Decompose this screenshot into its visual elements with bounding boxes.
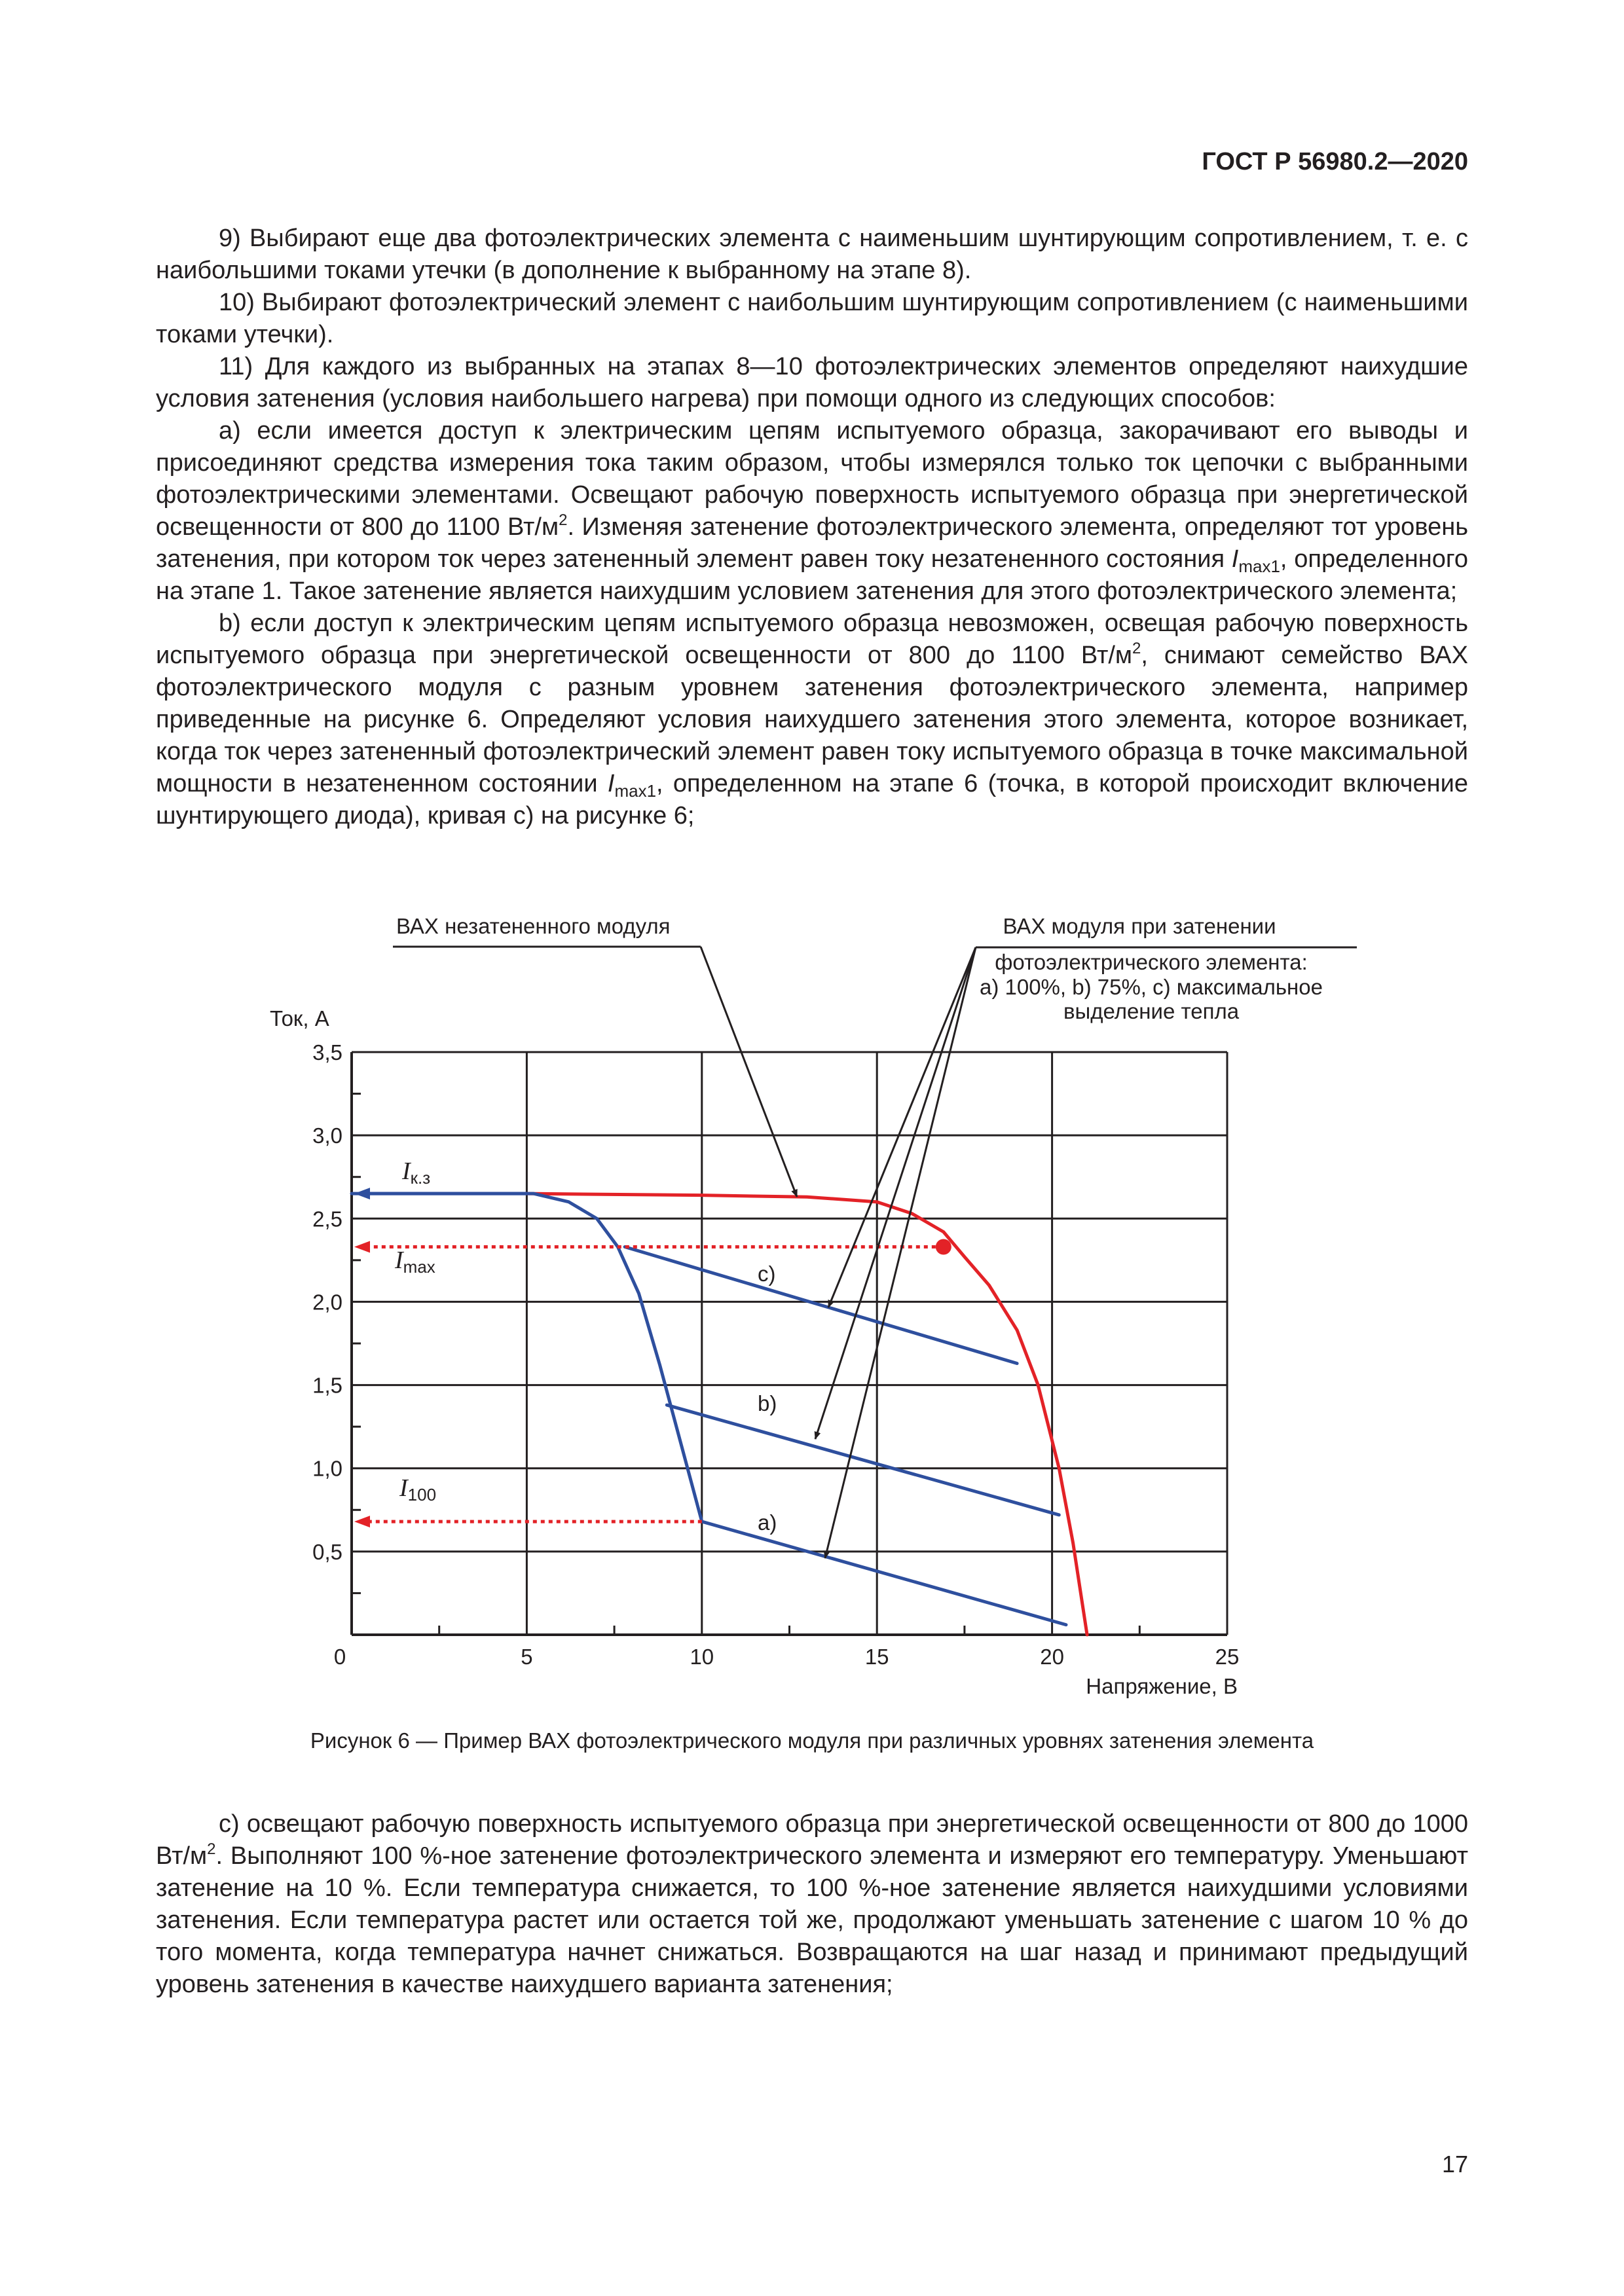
x-tick-label: 10 [690,1645,714,1669]
paragraph-a [156,415,1468,608]
label-imax [394,1247,435,1277]
iv-chart [0,897,1624,1728]
y-tick-label: 2,5 [312,1207,342,1231]
label-imax-main: I [395,1247,403,1274]
paragraph-10: 10) Выбирают фотоэлектрический элемент с наибольшим шунтирующим сопротивлением (с наименьшими токами утечки). [156,289,1468,348]
y-tick-label: 1,5 [312,1373,342,1398]
annotation-unshaded-leader [701,947,797,1197]
paragraph-11: 11) Для каждого из выбранных на этапах 8—10 фотоэлектрических элементов определяют наихудшие условия затенения (условия наибольшего нагрева) при помощи одного из следующих способов: [156,353,1468,412]
x-tick-label: 20 [1040,1645,1064,1669]
paragraph-9: 9) Выбирают еще два фотоэлектрических элемента с наименьшим шунтирующим сопротивлением, т. е. с наибольшими токами утечки (в дополнение к выбранному на этапе 8). [156,225,1468,284]
y-tick-label: 3,0 [312,1123,342,1148]
chart-series [352,1194,1087,1635]
curve-label-c: c) [758,1262,776,1286]
annotation-shaded-line3: a) 100%, b) 75%, c) максимальное [979,975,1323,999]
y-tick-label: 2,0 [312,1290,342,1315]
label-isc [401,1157,430,1188]
curve-label-a: a) [758,1510,777,1535]
y-axis-title: Ток, А [270,1006,329,1030]
paragraph-b-part3: , определенном на этапе 6 (точка, в которой происходит включение шунтирующего диода), кривая с) на рисунке 6; [156,770,1468,829]
label-i100 [399,1474,436,1504]
label-isc-main: I [402,1157,411,1185]
paragraph-b-sub: max1 [614,781,657,801]
paragraph-a-symbol: I [1231,545,1239,573]
label-imax-sub: max [403,1257,435,1277]
label-i100-main: I [399,1474,408,1502]
paragraph-b-part1: b) если доступ к электрическим цепям испытуемого образца невозможен, освещая рабочую поверхность испытуемого образца при энергетической освещенности от 800 до 1100 Вт/м [156,610,1468,669]
figure-caption: Рисунок 6 — Пример ВАХ фотоэлектрического модуля при различных уровнях затенения элемента [310,1728,1314,1753]
body-text-top [156,223,1468,832]
paragraph-a-sup: 2 [559,511,568,529]
shaded-iv-curve-c [625,1247,1017,1364]
paragraph-b-sup: 2 [1132,640,1141,657]
annotation-unshaded: ВАХ незатененного модуля [396,914,671,938]
chart-reference-lines [354,1188,951,1527]
max-power-point [936,1239,951,1255]
paragraph-b [156,608,1468,832]
paragraph-c-part1: с) освещают рабочую поверхность испытуемого образца при энергетической освещенности от 800 до 1000 Вт/м [156,1810,1468,1870]
label-i100-sub: 100 [407,1485,437,1504]
paragraph-b-symbol: I [607,770,615,797]
annotation-shaded-leader-c [828,947,976,1307]
document-id: ГОСТ Р 56980.2—2020 [1202,148,1468,175]
label-isc-sub: к.з [410,1168,431,1188]
annotation-shaded-leader-a [825,947,976,1558]
paragraph-a-part3: , определенного на этапе 1. Такое затенение является наихудшим условием затенения для этого фотоэлектрического элемента; [156,545,1468,605]
reference-arrow-Imax [354,1241,370,1253]
y-tick-label: 1,0 [312,1456,342,1481]
x-tick-label: 5 [521,1645,533,1669]
x-tick-label: 25 [1215,1645,1240,1669]
reference-arrow-I100 [354,1516,370,1527]
reference-arrow-Iк.з [354,1188,370,1199]
paragraph-c [156,1808,1468,2001]
x-axis-title: Напряжение, В [1086,1674,1238,1698]
y-tick-label: 3,5 [312,1040,342,1065]
annotation-shaded-line2: фотоэлектрического элемента: [995,950,1308,974]
paragraph-a-part1: а) если имеется доступ к электрическим цепям испытуемого образца, закорачивают его выводы и присоединяют средства измерения тока таким образом, чтобы измерялся только ток цепочки с выбранными фотоэлектрическими элементами. Освещают рабочую поверхность испытуемого образца при энергетической освещенности от 800 до 1100 Вт/м [156,417,1468,541]
x-tick-label: 15 [864,1645,889,1669]
figure-6 [0,897,1624,1728]
y-tick-label: 0,5 [312,1539,342,1564]
x-tick-label: 0 [333,1645,346,1669]
paragraph-a-part2: . Изменяя затенение фотоэлектрического элемента, определяют тот уровень затенения, при котором ток через затененный элемент равен току незатененного состояния [156,513,1468,573]
annotation-shaded-leader-b [815,947,976,1439]
annotation-shaded-line4: выделение тепла [1063,999,1240,1023]
paragraph-b-part2: , снимают семейство ВАХ фотоэлектрического модуля с разным уровнем затенения фотоэлектрического элемента, например приведенные на рисунке 6. Определяют условия наихудшего затенения этого элемента, которое возникает, когда ток через затененный фотоэлектрический элемент равен току испытуемого образца в точке максимальной мощности в незатененном состоянии [156,642,1469,797]
paragraph-c-sup: 2 [207,1840,216,1858]
shaded-iv-curve-b [667,1405,1059,1515]
paragraph-c-part2: . Выполняют 100 %-ное затенение фотоэлектрического элемента и измеряют его температуру. Уменьшают затенение на 10 %. Если температура снижается, то 100 %-ное затенение является наихудшими условиями затенения. Если температура растет или остается той же, продолжают уменьшать затенение с шагом 10 % до того момента, когда температура начнет снижаться. Возвращаются на шаг назад и принимают предыдущий уровень затенения в качестве наихудшего варианта затенения; [156,1842,1468,1998]
curve-label-b: b) [758,1391,777,1415]
page-number: 17 [1441,2151,1468,2178]
shaded-iv-curve-a [352,1194,1066,1625]
unshaded-iv-curve [526,1194,1087,1635]
paragraph-a-sub: max1 [1238,556,1280,576]
annotation-shaded-line1: ВАХ модуля при затенении [1003,914,1276,938]
body-text-bottom [156,1808,1468,2001]
